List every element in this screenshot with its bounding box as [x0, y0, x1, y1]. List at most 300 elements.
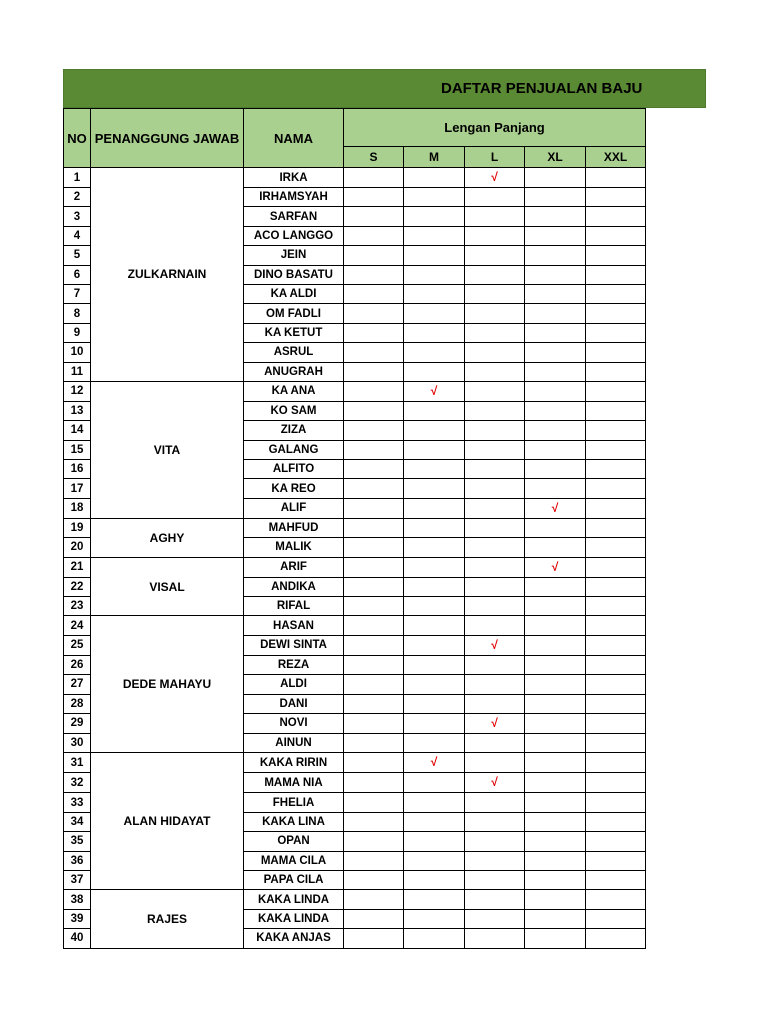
- size-cell-m[interactable]: [404, 890, 465, 909]
- size-cell-xl[interactable]: [525, 343, 586, 362]
- size-cell-xxl[interactable]: [586, 284, 646, 303]
- nama-cell: ANUGRAH: [244, 362, 344, 381]
- size-cell-xl[interactable]: [525, 265, 586, 284]
- size-cell-s[interactable]: [344, 597, 404, 616]
- size-cell-xl[interactable]: [525, 909, 586, 928]
- size-cell-l[interactable]: [465, 343, 525, 362]
- size-cell-m[interactable]: [404, 265, 465, 284]
- size-cell-l[interactable]: [465, 713, 525, 733]
- size-cell-xl[interactable]: [525, 832, 586, 851]
- size-cell-xxl[interactable]: [586, 343, 646, 362]
- size-cell-xxl[interactable]: [586, 479, 646, 498]
- check-mark-icon: √: [491, 170, 498, 184]
- size-cell-s[interactable]: [344, 675, 404, 694]
- row-number: 13: [64, 401, 91, 420]
- size-cell-xxl[interactable]: [586, 655, 646, 674]
- size-cell-l[interactable]: [465, 284, 525, 303]
- size-cell-m[interactable]: [404, 226, 465, 245]
- size-cell-l[interactable]: [465, 733, 525, 752]
- nama-cell: KAKA LINDA: [244, 890, 344, 909]
- size-cell-s[interactable]: [344, 188, 404, 207]
- row-number: 28: [64, 694, 91, 713]
- size-cell-l[interactable]: [465, 851, 525, 870]
- size-cell-xxl[interactable]: [586, 226, 646, 245]
- size-cell-xl[interactable]: [525, 713, 586, 733]
- size-cell-s[interactable]: [344, 870, 404, 889]
- nama-cell: MALIK: [244, 538, 344, 557]
- penanggung-jawab-name: ALAN HIDAYAT: [123, 814, 211, 829]
- size-cell-xl[interactable]: [525, 812, 586, 831]
- size-cell-xl[interactable]: [525, 773, 586, 793]
- size-cell-xxl[interactable]: [586, 440, 646, 459]
- size-cell-s[interactable]: [344, 479, 404, 498]
- size-cell-xl[interactable]: [525, 381, 586, 401]
- size-cell-xl[interactable]: [525, 616, 586, 635]
- size-cell-xxl[interactable]: [586, 188, 646, 207]
- size-cell-xxl[interactable]: [586, 518, 646, 537]
- row-number: 26: [64, 655, 91, 674]
- size-cell-xl[interactable]: [525, 929, 586, 948]
- size-cell-s[interactable]: [344, 890, 404, 909]
- row-number: 20: [64, 538, 91, 557]
- table-body: [64, 168, 646, 949]
- penanggung-jawab-name: VITA: [153, 442, 181, 457]
- row-number: 40: [64, 929, 91, 948]
- size-cell-l[interactable]: [465, 909, 525, 928]
- row-number: 9: [64, 323, 91, 342]
- size-cell-m[interactable]: [404, 304, 465, 323]
- size-cell-s[interactable]: [344, 207, 404, 226]
- size-cell-s[interactable]: [344, 284, 404, 303]
- size-cell-xxl[interactable]: [586, 616, 646, 635]
- row-number: 25: [64, 635, 91, 655]
- size-cell-l[interactable]: [465, 538, 525, 557]
- check-mark-icon: √: [491, 775, 498, 790]
- size-cell-xl[interactable]: [525, 655, 586, 674]
- check-mark-icon: √: [551, 500, 559, 515]
- table-row: [64, 518, 646, 537]
- row-number: 27: [64, 675, 91, 694]
- nama-cell: DEWI SINTA: [244, 635, 344, 655]
- penanggung-jawab-cell: [91, 381, 244, 518]
- row-number: 8: [64, 304, 91, 323]
- size-cell-xl[interactable]: [525, 694, 586, 713]
- size-cell-s[interactable]: [344, 304, 404, 323]
- size-cell-m[interactable]: [404, 246, 465, 265]
- row-number: 2: [64, 188, 91, 207]
- size-cell-m[interactable]: [404, 753, 465, 773]
- penanggung-jawab-cell: [91, 518, 244, 557]
- size-cell-xl[interactable]: [525, 733, 586, 752]
- nama-cell: MAMA NIA: [244, 773, 344, 793]
- size-cell-s[interactable]: [344, 265, 404, 284]
- table-row: [64, 557, 646, 577]
- size-cell-s[interactable]: [344, 812, 404, 831]
- size-cell-xxl[interactable]: [586, 577, 646, 596]
- size-cell-m[interactable]: [404, 793, 465, 812]
- nama-cell: JEIN: [244, 246, 344, 265]
- size-cell-s[interactable]: [344, 323, 404, 342]
- size-cell-xxl[interactable]: [586, 675, 646, 694]
- size-cell-l[interactable]: [465, 557, 525, 577]
- header-nama: NAMA: [244, 109, 344, 168]
- size-cell-xxl[interactable]: [586, 812, 646, 831]
- check-mark-icon: √: [430, 383, 438, 398]
- size-cell-xl[interactable]: [525, 304, 586, 323]
- row-number: 11: [64, 362, 91, 381]
- nama-cell: KAKA LINDA: [244, 909, 344, 928]
- penanggung-jawab-name: ZULKARNAIN: [127, 267, 207, 282]
- size-cell-xl[interactable]: [525, 518, 586, 537]
- size-cell-m[interactable]: [404, 421, 465, 440]
- size-cell-l[interactable]: [465, 518, 525, 537]
- size-cell-xxl[interactable]: [586, 851, 646, 870]
- size-cell-l[interactable]: [465, 362, 525, 381]
- size-cell-xxl[interactable]: [586, 694, 646, 713]
- size-cell-m[interactable]: [404, 498, 465, 518]
- nama-cell: ALIF: [244, 498, 344, 518]
- size-cell-s[interactable]: [344, 518, 404, 537]
- size-cell-xl[interactable]: [525, 538, 586, 557]
- size-cell-s[interactable]: [344, 401, 404, 420]
- row-number: 24: [64, 616, 91, 635]
- check-mark-icon: √: [491, 637, 498, 652]
- size-cell-l[interactable]: [465, 188, 525, 207]
- size-cell-s[interactable]: [344, 655, 404, 674]
- size-cell-xl[interactable]: [525, 498, 586, 518]
- size-cell-xxl[interactable]: [586, 460, 646, 479]
- size-cell-s[interactable]: [344, 168, 404, 188]
- check-mark-icon: √: [430, 755, 438, 770]
- size-cell-s[interactable]: [344, 773, 404, 793]
- size-cell-xl[interactable]: [525, 421, 586, 440]
- size-cell-xxl[interactable]: [586, 713, 646, 733]
- size-cell-xxl[interactable]: [586, 168, 646, 188]
- size-cell-xxl[interactable]: [586, 246, 646, 265]
- row-number: 32: [64, 773, 91, 793]
- row-number: 6: [64, 265, 91, 284]
- size-cell-s[interactable]: [344, 343, 404, 362]
- size-cell-m[interactable]: [404, 323, 465, 342]
- size-cell-xl[interactable]: [525, 577, 586, 596]
- size-cell-m[interactable]: [404, 577, 465, 596]
- size-cell-l[interactable]: [465, 323, 525, 342]
- size-cell-m[interactable]: [404, 381, 465, 401]
- check-mark-icon: √: [551, 559, 559, 574]
- size-cell-m[interactable]: [404, 655, 465, 674]
- size-cell-xxl[interactable]: [586, 207, 646, 226]
- size-cell-l[interactable]: [465, 440, 525, 459]
- size-cell-xxl[interactable]: [586, 401, 646, 420]
- size-cell-l[interactable]: [465, 246, 525, 265]
- header-no: NO: [64, 109, 91, 168]
- size-cell-xxl[interactable]: [586, 909, 646, 928]
- row-number: 17: [64, 479, 91, 498]
- size-cell-l[interactable]: [465, 890, 525, 909]
- size-cell-xxl[interactable]: [586, 498, 646, 518]
- size-cell-l[interactable]: [465, 265, 525, 284]
- size-cell-m[interactable]: [404, 460, 465, 479]
- size-cell-l[interactable]: [465, 401, 525, 420]
- size-cell-xl[interactable]: [525, 284, 586, 303]
- size-cell-m[interactable]: [404, 909, 465, 928]
- size-cell-l[interactable]: [465, 655, 525, 674]
- nama-cell: ANDIKA: [244, 577, 344, 596]
- size-cell-xxl[interactable]: [586, 773, 646, 793]
- size-cell-s[interactable]: [344, 557, 404, 577]
- nama-cell: KA ANA: [244, 381, 344, 401]
- row-number: 30: [64, 733, 91, 752]
- size-cell-m[interactable]: [404, 832, 465, 851]
- size-cell-s[interactable]: [344, 733, 404, 752]
- row-number: 38: [64, 890, 91, 909]
- size-cell-l[interactable]: [465, 460, 525, 479]
- size-cell-m[interactable]: [404, 401, 465, 420]
- size-cell-s[interactable]: [344, 440, 404, 459]
- size-cell-xl[interactable]: [525, 597, 586, 616]
- size-cell-l[interactable]: [465, 616, 525, 635]
- row-number: 18: [64, 498, 91, 518]
- size-cell-l[interactable]: [465, 773, 525, 793]
- size-cell-l[interactable]: [465, 381, 525, 401]
- size-cell-m[interactable]: [404, 851, 465, 870]
- header-size-xl: XL: [525, 147, 586, 168]
- size-cell-xl[interactable]: [525, 246, 586, 265]
- size-cell-xxl[interactable]: [586, 635, 646, 655]
- size-cell-xl[interactable]: [525, 851, 586, 870]
- size-cell-m[interactable]: [404, 713, 465, 733]
- nama-cell: ACO LANGGO: [244, 226, 344, 245]
- size-cell-xl[interactable]: [525, 753, 586, 773]
- size-cell-s[interactable]: [344, 832, 404, 851]
- row-number: 4: [64, 226, 91, 245]
- nama-cell: ZIZA: [244, 421, 344, 440]
- nama-cell: ASRUL: [244, 343, 344, 362]
- nama-cell: IRKA: [244, 168, 344, 188]
- nama-cell: FHELIA: [244, 793, 344, 812]
- size-cell-xl[interactable]: [525, 207, 586, 226]
- row-number: 5: [64, 246, 91, 265]
- penanggung-jawab-cell: [91, 616, 244, 753]
- penanggung-jawab-name: VISAL: [149, 579, 185, 594]
- size-cell-l[interactable]: [465, 226, 525, 245]
- size-cell-m[interactable]: [404, 616, 465, 635]
- nama-cell: SARFAN: [244, 207, 344, 226]
- nama-cell: OM FADLI: [244, 304, 344, 323]
- table-row: [64, 381, 646, 401]
- nama-cell: MAMA CILA: [244, 851, 344, 870]
- size-cell-xl[interactable]: [525, 168, 586, 188]
- size-cell-l[interactable]: [465, 929, 525, 948]
- sales-table: [63, 108, 646, 949]
- size-cell-xl[interactable]: [525, 226, 586, 245]
- size-cell-s[interactable]: [344, 538, 404, 557]
- size-cell-xxl[interactable]: [586, 753, 646, 773]
- size-cell-l[interactable]: [465, 753, 525, 773]
- table-row: [64, 753, 646, 773]
- size-cell-xl[interactable]: [525, 890, 586, 909]
- nama-cell: DANI: [244, 694, 344, 713]
- row-number: 14: [64, 421, 91, 440]
- size-cell-m[interactable]: [404, 168, 465, 188]
- size-cell-m[interactable]: [404, 635, 465, 655]
- title-bar: [63, 69, 706, 108]
- size-cell-l[interactable]: [465, 812, 525, 831]
- row-number: 31: [64, 753, 91, 773]
- row-number: 22: [64, 577, 91, 596]
- size-cell-xl[interactable]: [525, 557, 586, 577]
- table-row: [64, 616, 646, 635]
- size-cell-l[interactable]: [465, 635, 525, 655]
- size-cell-m[interactable]: [404, 362, 465, 381]
- header-size-s: S: [344, 147, 404, 168]
- size-cell-l[interactable]: [465, 597, 525, 616]
- size-cell-m[interactable]: [404, 207, 465, 226]
- penanggung-jawab-cell: [91, 890, 244, 948]
- size-cell-xl[interactable]: [525, 793, 586, 812]
- size-cell-xxl[interactable]: [586, 538, 646, 557]
- header-size-xxl: XXL: [586, 147, 646, 168]
- row-number: 10: [64, 343, 91, 362]
- size-cell-m[interactable]: [404, 597, 465, 616]
- table-row: [64, 168, 646, 188]
- size-cell-l[interactable]: [465, 498, 525, 518]
- size-cell-l[interactable]: [465, 793, 525, 812]
- size-cell-s[interactable]: [344, 421, 404, 440]
- size-cell-xl[interactable]: [525, 188, 586, 207]
- size-cell-xxl[interactable]: [586, 890, 646, 909]
- size-cell-s[interactable]: [344, 226, 404, 245]
- row-number: 12: [64, 381, 91, 401]
- size-cell-xxl[interactable]: [586, 929, 646, 948]
- size-cell-s[interactable]: [344, 713, 404, 733]
- size-cell-m[interactable]: [404, 538, 465, 557]
- size-cell-xl[interactable]: [525, 362, 586, 381]
- nama-cell: GALANG: [244, 440, 344, 459]
- size-cell-xxl[interactable]: [586, 733, 646, 752]
- sheet-title: DAFTAR PENJUALAN BAJU: [441, 80, 643, 97]
- size-cell-xl[interactable]: [525, 460, 586, 479]
- row-number: 34: [64, 812, 91, 831]
- size-cell-xl[interactable]: [525, 675, 586, 694]
- size-cell-s[interactable]: [344, 929, 404, 948]
- row-number: 19: [64, 518, 91, 537]
- size-cell-m[interactable]: [404, 773, 465, 793]
- nama-cell: RIFAL: [244, 597, 344, 616]
- nama-cell: OPAN: [244, 832, 344, 851]
- size-cell-l[interactable]: [465, 421, 525, 440]
- nama-cell: NOVI: [244, 713, 344, 733]
- size-cell-m[interactable]: [404, 479, 465, 498]
- size-cell-s[interactable]: [344, 616, 404, 635]
- row-number: 29: [64, 713, 91, 733]
- size-cell-xl[interactable]: [525, 401, 586, 420]
- size-cell-l[interactable]: [465, 304, 525, 323]
- size-cell-xl[interactable]: [525, 479, 586, 498]
- size-cell-l[interactable]: [465, 832, 525, 851]
- size-cell-m[interactable]: [404, 812, 465, 831]
- size-cell-m[interactable]: [404, 343, 465, 362]
- size-cell-xxl[interactable]: [586, 381, 646, 401]
- size-cell-l[interactable]: [465, 207, 525, 226]
- size-cell-l[interactable]: [465, 675, 525, 694]
- table-row: [64, 890, 646, 909]
- nama-cell: DINO BASATU: [244, 265, 344, 284]
- size-cell-xxl[interactable]: [586, 323, 646, 342]
- nama-cell: MAHFUD: [244, 518, 344, 537]
- size-cell-xl[interactable]: [525, 440, 586, 459]
- nama-cell: IRHAMSYAH: [244, 188, 344, 207]
- size-cell-l[interactable]: [465, 577, 525, 596]
- size-cell-s[interactable]: [344, 498, 404, 518]
- size-cell-m[interactable]: [404, 557, 465, 577]
- row-number: 21: [64, 557, 91, 577]
- size-cell-s[interactable]: [344, 635, 404, 655]
- nama-cell: KA REO: [244, 479, 344, 498]
- header-penanggung-jawab: PENANGGUNG JAWAB: [91, 109, 244, 168]
- size-cell-s[interactable]: [344, 694, 404, 713]
- nama-cell: REZA: [244, 655, 344, 674]
- penanggung-jawab-cell: [91, 753, 244, 890]
- size-cell-l[interactable]: [465, 479, 525, 498]
- size-cell-s[interactable]: [344, 851, 404, 870]
- size-cell-xl[interactable]: [525, 323, 586, 342]
- size-cell-m[interactable]: [404, 929, 465, 948]
- nama-cell: KAKA ANJAS: [244, 929, 344, 948]
- size-cell-m[interactable]: [404, 733, 465, 752]
- size-cell-xxl[interactable]: [586, 362, 646, 381]
- size-cell-s[interactable]: [344, 753, 404, 773]
- nama-cell: KAKA LINA: [244, 812, 344, 831]
- size-cell-s[interactable]: [344, 246, 404, 265]
- size-cell-m[interactable]: [404, 188, 465, 207]
- size-cell-s[interactable]: [344, 793, 404, 812]
- size-cell-s[interactable]: [344, 381, 404, 401]
- size-cell-s[interactable]: [344, 362, 404, 381]
- size-cell-m[interactable]: [404, 675, 465, 694]
- size-cell-l[interactable]: [465, 168, 525, 188]
- size-cell-xxl[interactable]: [586, 265, 646, 284]
- size-cell-xxl[interactable]: [586, 793, 646, 812]
- size-cell-m[interactable]: [404, 440, 465, 459]
- size-cell-xxl[interactable]: [586, 557, 646, 577]
- size-cell-s[interactable]: [344, 460, 404, 479]
- size-cell-l[interactable]: [465, 870, 525, 889]
- size-cell-xxl[interactable]: [586, 421, 646, 440]
- size-cell-m[interactable]: [404, 518, 465, 537]
- size-cell-xxl[interactable]: [586, 597, 646, 616]
- size-cell-s[interactable]: [344, 577, 404, 596]
- size-cell-m[interactable]: [404, 694, 465, 713]
- size-cell-xl[interactable]: [525, 870, 586, 889]
- size-cell-xxl[interactable]: [586, 304, 646, 323]
- size-cell-xl[interactable]: [525, 635, 586, 655]
- size-cell-xxl[interactable]: [586, 870, 646, 889]
- penanggung-jawab-cell: [91, 168, 244, 382]
- check-mark-icon: √: [491, 715, 498, 730]
- size-cell-m[interactable]: [404, 284, 465, 303]
- penanggung-jawab-name: RAJES: [146, 911, 187, 926]
- size-cell-s[interactable]: [344, 909, 404, 928]
- size-cell-xxl[interactable]: [586, 832, 646, 851]
- header-lengan-panjang: Lengan Panjang: [344, 109, 646, 147]
- row-number: 16: [64, 460, 91, 479]
- row-number: 3: [64, 207, 91, 226]
- row-number: 23: [64, 597, 91, 616]
- size-cell-m[interactable]: [404, 870, 465, 889]
- size-cell-l[interactable]: [465, 694, 525, 713]
- row-number: 39: [64, 909, 91, 928]
